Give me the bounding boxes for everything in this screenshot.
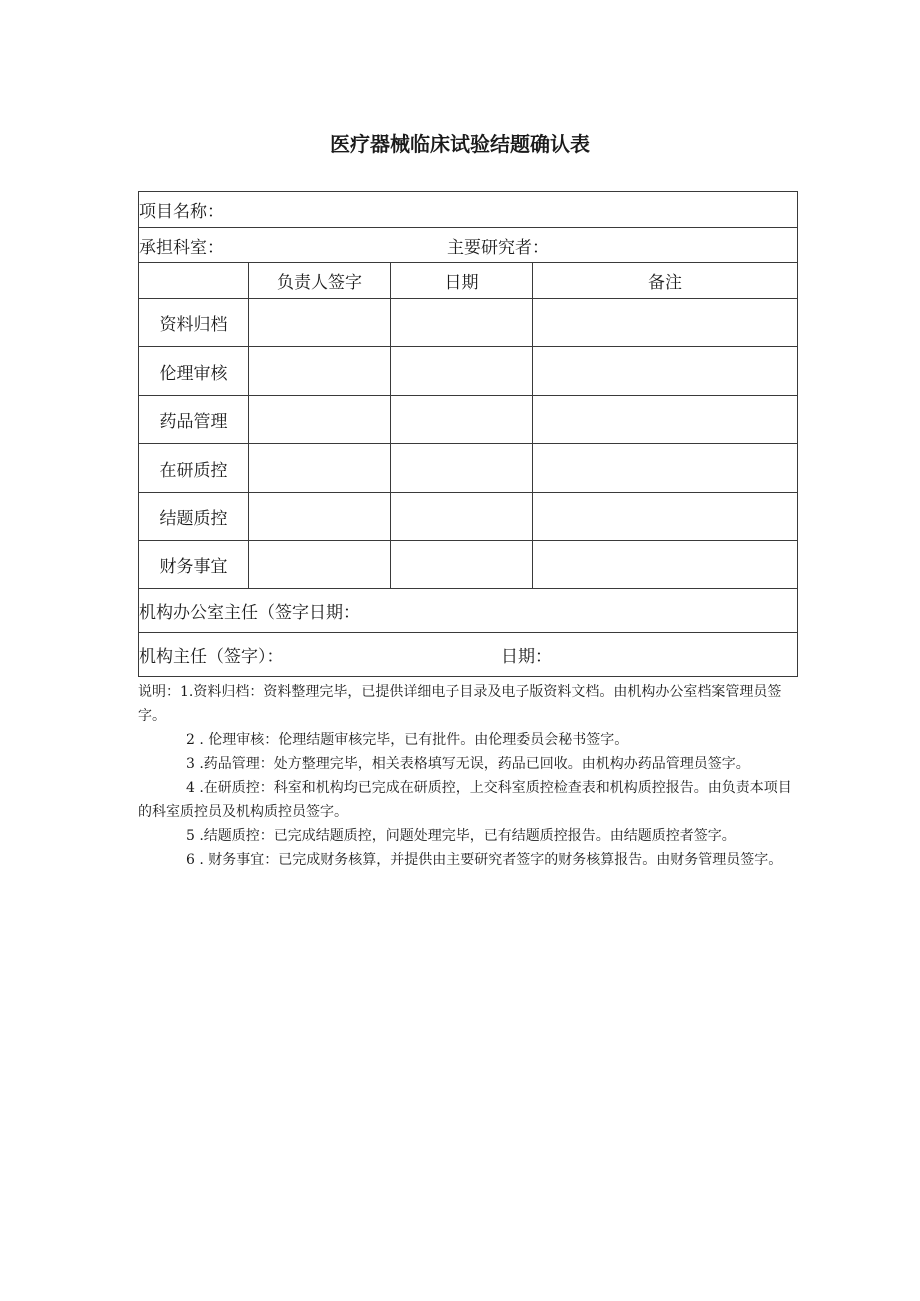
date-cell[interactable] xyxy=(391,396,533,444)
signature-cell[interactable] xyxy=(249,396,391,444)
office-director-field[interactable] xyxy=(139,589,798,633)
office-director-row xyxy=(139,589,798,633)
signature-cell[interactable] xyxy=(249,444,391,493)
principal-investigator-label: 主要研究者： xyxy=(447,237,549,258)
note-6: 6 . 财务事宜：已完成财务核算，并提供由主要研究者签字的财务核算报告。由财务管理员签字。 xyxy=(186,852,783,868)
header-date: 日期 xyxy=(391,263,533,299)
signature-cell[interactable] xyxy=(249,541,391,589)
signature-cell[interactable] xyxy=(249,347,391,396)
institution-director-row xyxy=(139,633,798,677)
date-cell[interactable] xyxy=(391,347,533,396)
project-name-row xyxy=(139,192,798,228)
confirmation-form-table xyxy=(138,191,798,677)
note-1: 说明：1.资料归档：资料整理完毕，已提供详细电子目录及电子版资料文档。由机构办公室档案管理员签字。 xyxy=(138,684,782,724)
page-title: 医疗器械临床试验结题确认表 xyxy=(330,132,590,156)
remarks-cell[interactable] xyxy=(533,493,798,541)
row-label-ongoing-qc: 在研质控 xyxy=(139,444,249,493)
remarks-cell[interactable] xyxy=(533,299,798,347)
date-cell[interactable] xyxy=(391,493,533,541)
date-cell[interactable] xyxy=(391,299,533,347)
institution-director-label: 机构主任（签字）： xyxy=(139,647,284,667)
table-row xyxy=(139,299,798,347)
institution-director-field[interactable] xyxy=(139,633,798,677)
row-label-closing-qc: 结题质控 xyxy=(139,493,249,541)
institution-date-label: 日期： xyxy=(501,647,552,667)
department-label: 承担科室： xyxy=(139,237,224,258)
table-row xyxy=(139,347,798,396)
table-row xyxy=(139,541,798,589)
department-field[interactable] xyxy=(139,228,798,263)
table-row xyxy=(139,493,798,541)
remarks-cell[interactable] xyxy=(533,541,798,589)
note-2: 2 . 伦理审核：伦理结题审核完毕，已有批件。由伦理委员会秘书签字。 xyxy=(186,732,629,748)
date-cell[interactable] xyxy=(391,541,533,589)
date-cell[interactable] xyxy=(391,444,533,493)
remarks-cell[interactable] xyxy=(533,347,798,396)
row-label-ethics: 伦理审核 xyxy=(139,347,249,396)
explanation-notes xyxy=(138,680,798,872)
note-4: 4 .在研质控：科室和机构均已完成在研质控，上交科室质控检查表和机构质控报告。由负责本项目的科室质控员及机构质控员签字。 xyxy=(138,780,792,820)
header-remarks: 备注 xyxy=(533,263,798,299)
remarks-cell[interactable] xyxy=(533,444,798,493)
signature-cell[interactable] xyxy=(249,299,391,347)
table-row xyxy=(139,396,798,444)
department-row xyxy=(139,228,798,263)
project-name-field[interactable] xyxy=(139,192,798,228)
signature-cell[interactable] xyxy=(249,493,391,541)
note-5: 5 .结题质控：已完成结题质控，问题处理完毕，已有结题质控报告。由结题质控者签字。 xyxy=(186,828,736,844)
row-label-drug: 药品管理 xyxy=(139,396,249,444)
office-director-label: 机构办公室主任（签字日期： xyxy=(139,603,360,623)
header-signature: 负责人签字 xyxy=(249,263,391,299)
table-header-row xyxy=(139,263,798,299)
note-3: 3 .药品管理：处方整理完毕，相关表格填写无误，药品已回收。由机构办药品管理员签字。 xyxy=(186,756,750,772)
row-label-finance: 财务事宜 xyxy=(139,541,249,589)
row-label-archive: 资料归档 xyxy=(139,299,249,347)
header-blank-cell xyxy=(139,263,249,299)
remarks-cell[interactable] xyxy=(533,396,798,444)
table-row xyxy=(139,444,798,493)
project-name-label: 项目名称： xyxy=(139,202,224,222)
